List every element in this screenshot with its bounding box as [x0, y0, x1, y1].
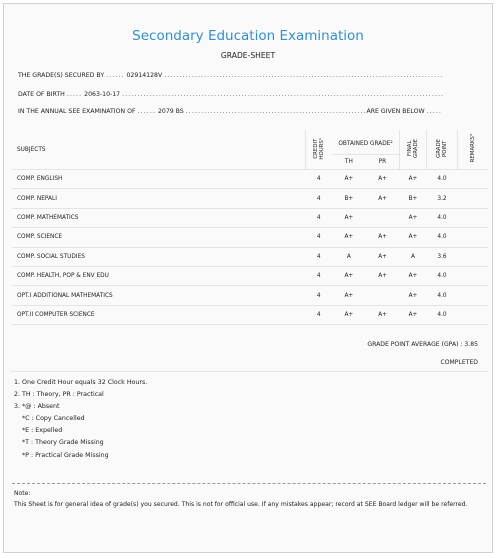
credit-cell: 4	[306, 208, 333, 227]
page-title: Secondary Education Examination	[132, 28, 364, 44]
obtained-grade-header: OBTAINED GRADE²	[332, 130, 400, 155]
remarks-cell	[458, 286, 489, 305]
credit-hours-header: CREDIT HOURS¹	[306, 130, 333, 170]
dashed-divider	[12, 483, 486, 484]
th-grade-cell: A+	[332, 266, 366, 285]
note-item: 3. *@ : Absent	[14, 403, 60, 411]
footer-note	[14, 488, 484, 510]
table-row	[12, 189, 488, 208]
subject-cell: COMP. SOCIAL STUDIES	[12, 247, 306, 266]
table-row	[12, 266, 488, 285]
subject-cell: OPT.II COMPUTER SCIENCE	[12, 305, 306, 324]
secured-by-label: THE GRADE(S) SECURED BY	[18, 72, 105, 79]
remarks-cell	[458, 228, 489, 247]
pr-header: PR	[366, 155, 400, 170]
subject-cell: COMP. MATHEMATICS	[12, 208, 306, 227]
th-grade-cell: A+	[332, 305, 366, 324]
grade-point-cell: 4.0	[427, 170, 458, 189]
pr-grade-cell: A+	[366, 266, 400, 285]
credit-cell: 4	[306, 286, 333, 305]
pr-grade-cell	[366, 286, 400, 305]
grade-point-cell: 4.0	[427, 228, 458, 247]
grade-sheet-subtitle: GRADE-SHEET	[220, 51, 276, 60]
note-subitem: *E : Expelled	[22, 427, 63, 435]
remarks-cell	[458, 208, 489, 227]
th-grade-cell: B+	[332, 189, 366, 208]
final-grade-cell: A+	[400, 208, 427, 227]
exam-tail: ARE GIVEN BELOW	[366, 108, 425, 115]
table-row	[12, 286, 488, 305]
pr-grade-cell	[366, 208, 400, 227]
th-grade-cell: A+	[332, 170, 366, 189]
table-row	[12, 305, 488, 324]
secured-by-line: THE GRADE(S) SECURED BY ...... 02914128V .....	[18, 72, 444, 79]
remarks-cell	[458, 247, 489, 266]
grade-point-cell: 3.2	[427, 189, 458, 208]
remarks-cell	[458, 266, 489, 285]
th-grade-cell: A	[332, 247, 366, 266]
final-grade-header: FINAL GRADE	[400, 130, 427, 170]
th-header: TH	[332, 155, 366, 170]
gpa-summary: GRADE POINT AVERAGE (GPA) : 3.85	[367, 341, 478, 348]
pr-grade-cell: A+	[366, 247, 400, 266]
footer-label: Note:	[14, 490, 31, 497]
note-subitem: *T : Theory Grade Missing	[22, 439, 104, 447]
final-grade-cell: A+	[400, 228, 427, 247]
credit-cell: 4	[306, 228, 333, 247]
pr-grade-cell: A+	[366, 305, 400, 324]
grades-table	[12, 130, 488, 325]
final-grade-cell: A+	[400, 305, 427, 324]
th-grade-cell: A+	[332, 208, 366, 227]
secured-by-value: 02914128V	[126, 72, 163, 79]
grade-point-cell: 3.6	[427, 247, 458, 266]
remarks-cell	[458, 170, 489, 189]
pr-grade-cell: A+	[366, 228, 400, 247]
credit-cell: 4	[306, 247, 333, 266]
dob-value: 2063-10-17	[84, 91, 121, 98]
subjects-header: SUBJECTS	[12, 130, 306, 170]
table-row	[12, 247, 488, 266]
credit-cell: 4	[306, 189, 333, 208]
dob-label: DATE OF BIRTH	[18, 91, 65, 98]
final-grade-cell: A+	[400, 266, 427, 285]
remarks-header: REMARKS³	[458, 130, 489, 170]
subject-cell: COMP. HEALTH, POP & ENV EDU	[12, 266, 306, 285]
grade-point-header: GRADE POINT	[427, 130, 458, 170]
final-grade-cell: A	[400, 247, 427, 266]
final-grade-cell: A+	[400, 170, 427, 189]
table-row	[12, 170, 488, 189]
th-grade-cell: A+	[332, 228, 366, 247]
subject-cell: COMP. SCIENCE	[12, 228, 306, 247]
grade-sheet	[3, 3, 493, 553]
remarks-cell	[458, 189, 489, 208]
grade-point-cell: 4.0	[427, 286, 458, 305]
divider	[10, 371, 488, 372]
th-grade-cell: A+	[332, 286, 366, 305]
table-row	[12, 228, 488, 247]
note-item: 2. TH : Theory, PR : Practical	[14, 391, 104, 399]
final-grade-cell: B+	[400, 189, 427, 208]
credit-cell: 4	[306, 266, 333, 285]
final-grade-cell: A+	[400, 286, 427, 305]
subject-cell: COMP. NEPALI	[12, 189, 306, 208]
status-label: COMPLETED	[440, 359, 478, 366]
exam-label: IN THE ANNUAL SEE EXAMINATION OF	[18, 108, 136, 115]
note-subitem: *P : Practical Grade Missing	[22, 451, 109, 459]
dob-line: DATE OF BIRTH ..... 2063-10-17 .....	[18, 91, 444, 98]
subject-cell: OPT.I ADDITIONAL MATHEMATICS	[12, 286, 306, 305]
grade-point-cell: 4.0	[427, 266, 458, 285]
exam-line: IN THE ANNUAL SEE EXAMINATION OF ...... 2079 BS ..... ARE GIVEN BELOW .....	[18, 108, 444, 115]
credit-cell: 4	[306, 305, 333, 324]
exam-value: 2079 BS	[157, 108, 184, 115]
pr-grade-cell: A+	[366, 189, 400, 208]
grade-point-cell: 4.0	[427, 208, 458, 227]
remarks-cell	[458, 305, 489, 324]
pr-grade-cell: A+	[366, 170, 400, 189]
note-item: 1. One Credit Hour equals 32 Clock Hours.	[14, 379, 148, 386]
credit-cell: 4	[306, 170, 333, 189]
table-row	[12, 208, 488, 227]
grade-point-cell: 4.0	[427, 305, 458, 324]
note-subitem: *C : Copy Cancelled	[22, 415, 85, 423]
subject-cell: COMP. ENGLISH	[12, 170, 306, 189]
notes-list	[14, 377, 147, 462]
footer-text: This Sheet is for general idea of grade(s) you secured. This is not for official use. If any mistakes appear; record at SEE Board ledger will be referred.	[14, 501, 468, 508]
